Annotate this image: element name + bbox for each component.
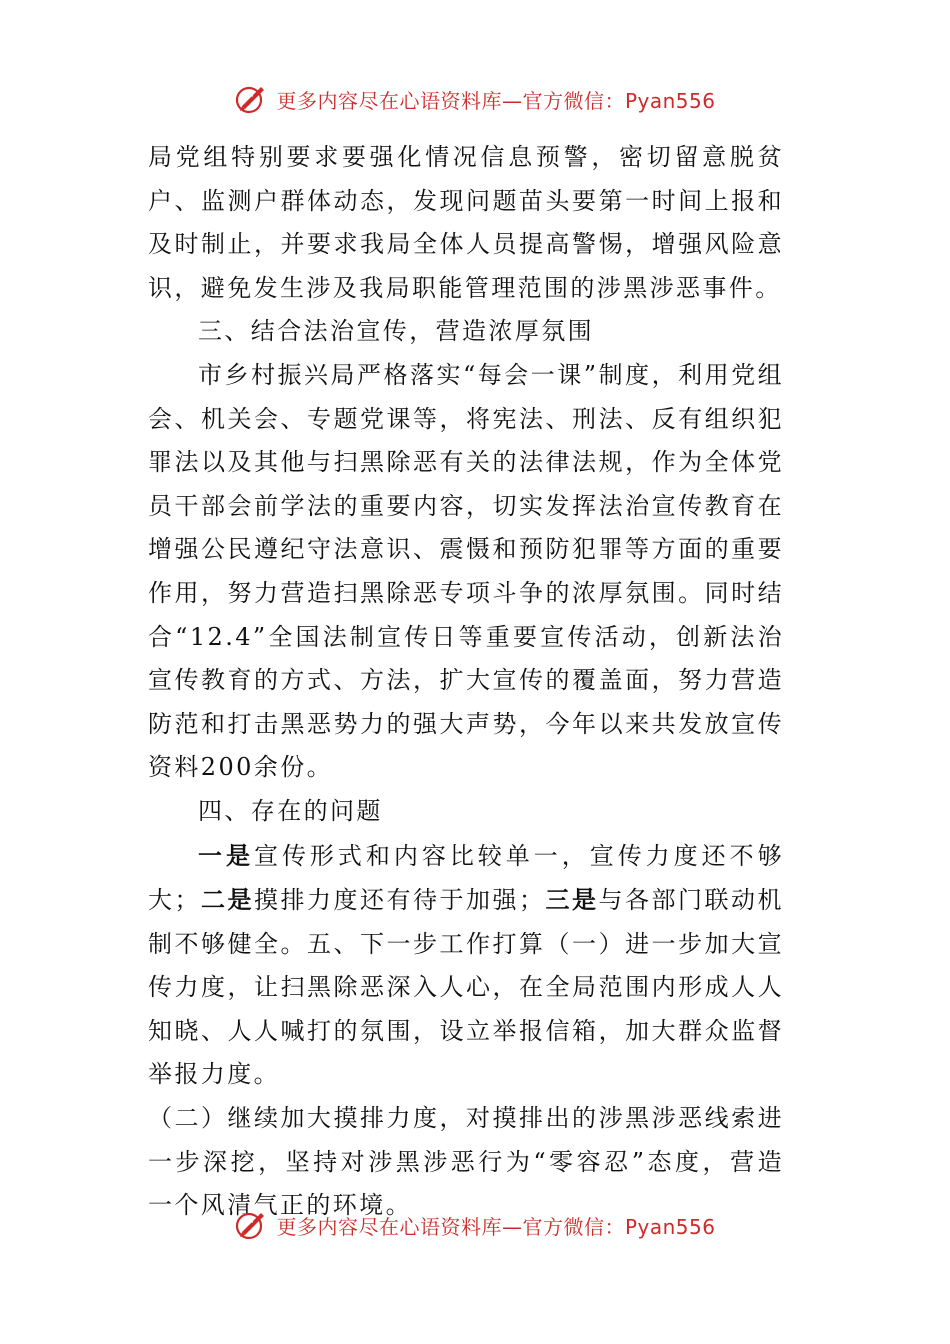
pen-logo-icon [234,82,268,116]
banner-text: 更多内容尽在心语资料库—官方微信：Pyan556 [276,88,716,113]
section-heading: 三、结合法治宣传，营造浓厚氛围 [198,317,594,346]
header-banner [0,82,950,116]
bold-lead: 二是 [200,885,255,915]
paragraph-text: 摸排力度还有待于加强； [254,886,546,915]
pen-logo-icon [234,1208,268,1242]
paragraph: 市乡村振兴局严格落实“每会一课”制度，利用党组会、机关会、专题党课等，将宪法、刑法、反有组织犯罪法以及其他与扫黑除恶有关的法律法规，作为全体党员干部会前学法的重要内容，切实发挥法治宣传教育在增强公民遵纪守法意识、震慑和预防犯罪等方面的重要作用，努力营造扫黑除恶专项斗争的浓厚氛围。同时结合“12.4”全国法制宣传日等重要宣传活动，创新法治宣传教育的方式、方法，扩大宣传的覆盖面，努力营造防范和打击黑恶势力的强大声势，今年以来共发放宣传资料200余份。 [148,360,784,782]
paragraph: （二）继续加大摸排力度，对摸排出的涉黑涉恶线索进一步深挖，坚持对涉黑涉恶行为“零容忍”态度，营造一个风清气正的环境。 [148,1104,784,1220]
paragraph-text: 宣传形式和内容比较单一，宣传力度还不够大； [148,841,784,915]
footer-banner [0,1208,950,1242]
section-heading: 四、存在的问题 [198,796,383,825]
banner-text: 更多内容尽在心语资料库—官方微信：Pyan556 [276,1214,716,1239]
paragraph: 局党组特别要求要强化情况信息预警，密切留意脱贫户、监测户群体动态，发现问题苗头要第一时间上报和及时制止，并要求我局全体人员提高警惕，增强风险意识，避免发生涉及我局职能管理范围的涉黑涉恶事件。 [148,143,784,302]
paragraph-text: 与各部门联动机制不够健全。五、下一步工作打算（一）进一步加大宣传力度，让扫黑除恶深入人心，在全局范围内形成人人知晓、人人喊打的氛围，设立举报信箱，加大群众监督举报力度。 [148,886,784,1089]
paragraph [148,834,784,1098]
document-body [148,136,784,1228]
bold-lead: 三是 [545,885,599,915]
bold-lead: 一是 [198,840,254,870]
